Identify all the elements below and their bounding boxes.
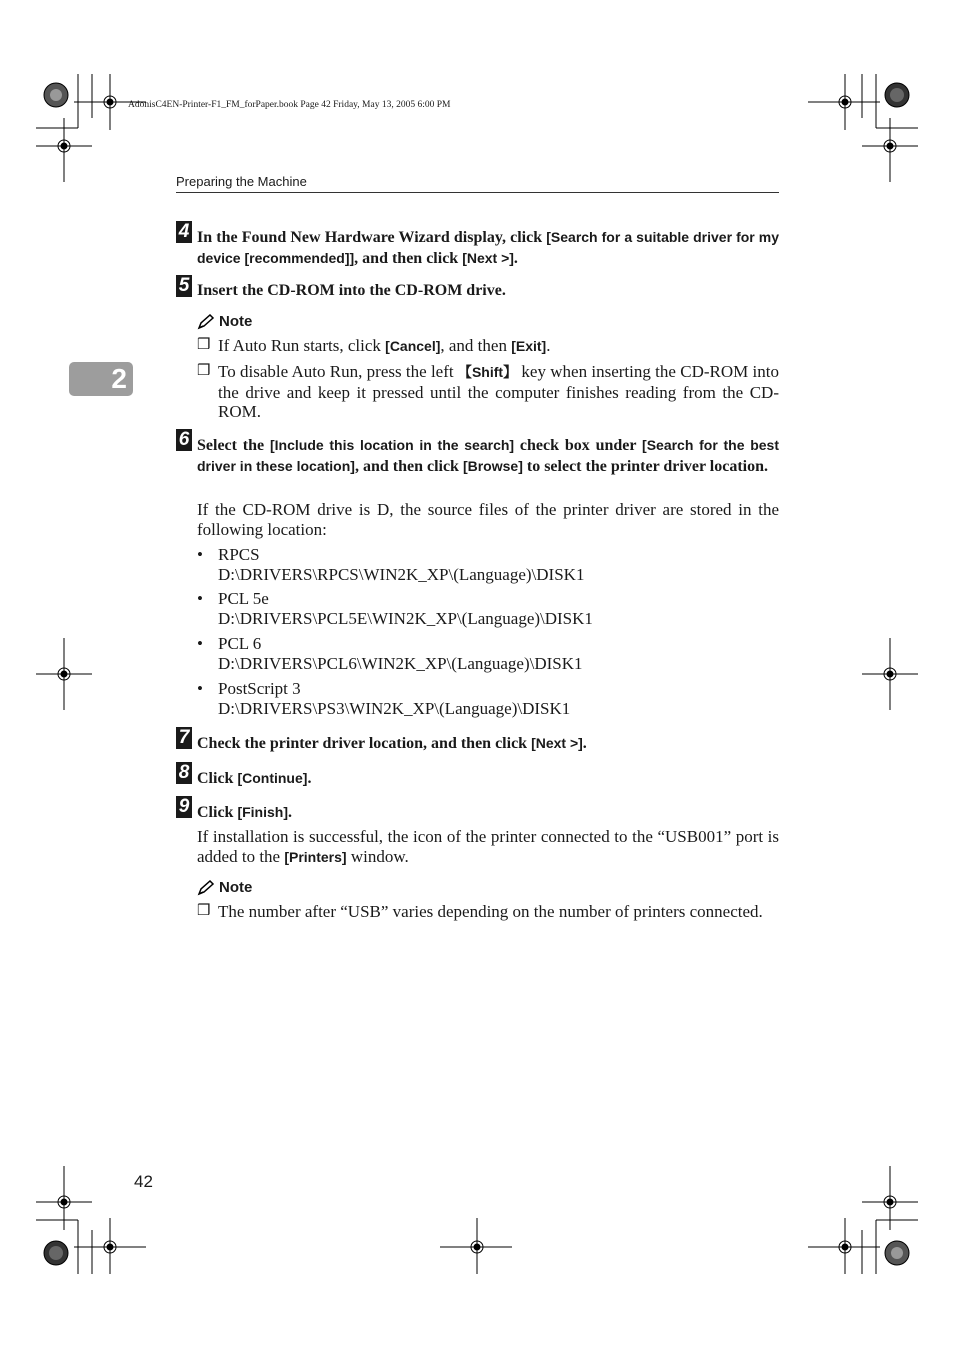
checkbox-icon: ❒ — [197, 363, 211, 379]
step-7-text: Check the printer driver location, and then click [Next >]. — [197, 735, 587, 752]
header-rule — [176, 192, 779, 193]
print-slug: AdonisC4EN-Printer-F1_FM_forPaper.book Page 42 Friday, May 13, 2005 6:00 PM — [128, 100, 451, 110]
driver-list-item: • RPCS D:\DRIVERS\RPCS\WIN2K_XP\(Language)\DISK1 — [197, 545, 585, 584]
step-number: 9 — [176, 796, 192, 818]
step-number: 7 — [176, 727, 192, 749]
note-item: ❒ If Auto Run starts, click [Cancel], and then [Exit]. — [197, 336, 551, 355]
step-number: 6 — [176, 429, 192, 451]
note-heading: Note — [197, 313, 252, 330]
checkbox-icon: ❒ — [197, 903, 211, 919]
step-number: 4 — [176, 221, 192, 243]
page-number: 42 — [134, 1172, 153, 1191]
step-8-text: Click [Continue]. — [197, 770, 312, 787]
step-9-text: Click [Finish]. — [197, 804, 292, 821]
pencil-icon — [197, 880, 215, 896]
step-number: 5 — [176, 275, 192, 297]
pencil-icon — [197, 314, 215, 330]
checkbox-icon: ❒ — [197, 337, 211, 353]
step-9-body: If installation is successful, the icon of the printer connected to the “USB001” port is added to the [Printers] window. — [197, 827, 779, 866]
note-item: ❒ To disable Auto Run, press the left 【Shift】 key when inserting the CD-ROM into the drive and keep it pressed until the computer finishes reading from the CD-ROM. — [197, 362, 779, 421]
note-heading: Note — [197, 879, 252, 896]
driver-list-item: • PostScript 3 D:\DRIVERS\PS3\WIN2K_XP\(Language)\DISK1 — [197, 679, 571, 718]
note-item: ❒ The number after “USB” varies depending on the number of printers connected. — [197, 902, 763, 921]
step-6-body: If the CD-ROM drive is D, the source files of the printer driver are stored in the following location: — [197, 500, 779, 539]
step-6-text: Select the [Include this location in the search] check box under [Search for the best driver in these location], and then click [Browse] to select the printer driver location. — [197, 437, 780, 475]
step-number: 8 — [176, 762, 192, 784]
chapter-tab: 2 — [69, 362, 133, 396]
step-5-text: Insert the CD-ROM into the CD-ROM drive. — [197, 282, 506, 299]
driver-list-item: • PCL 6 D:\DRIVERS\PCL6\WIN2K_XP\(Language)\DISK1 — [197, 634, 583, 673]
running-head: Preparing the Machine — [176, 174, 307, 189]
step-4-text: In the Found New Hardware Wizard display, click [Search for a suitable driver for my device [recommended]], and then click [Next >]. — [197, 229, 780, 267]
driver-list-item: • PCL 5e D:\DRIVERS\PCL5E\WIN2K_XP\(Language)\DISK1 — [197, 589, 593, 628]
